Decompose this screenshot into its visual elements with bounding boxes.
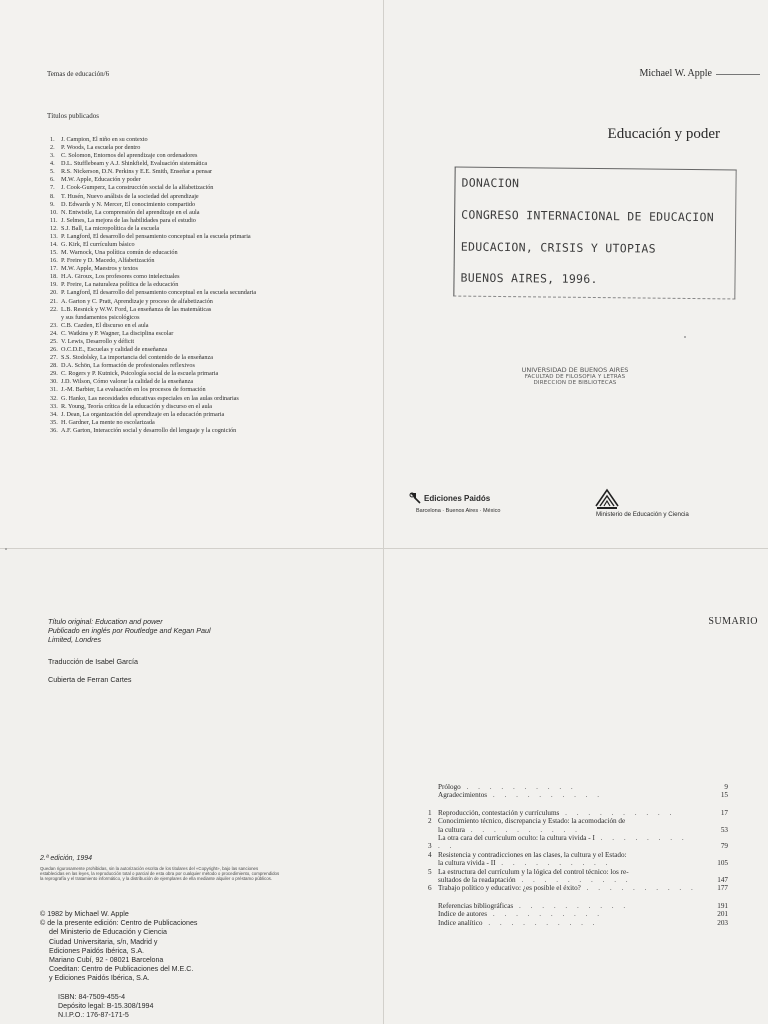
toc-label: La estructura del currículum y la lógica del control técnico: los re- [438,867,629,876]
title-list-item [50,233,256,241]
title-number: 27. [50,354,58,362]
published-titles-list [50,136,256,435]
toc-label: Agradecimientos [438,791,488,800]
title-number: 7. [50,184,55,192]
title-list-item [50,257,256,265]
toc-label: la cultura [438,825,465,834]
title-list-item [50,427,256,435]
toc-row [428,868,728,876]
toc-page: 147 [717,876,728,885]
toc-label: Resistencia y contradicciones en las clases, la cultura y el Estado: [438,850,627,859]
title-text: A. Garton y C. Pratt, Aprendizaje y proceso de alfabetización [61,297,213,305]
title-number: 25. [50,337,58,345]
title-number: 26. [50,346,58,354]
title-number: 36. [50,426,58,434]
title-list-item [50,241,256,249]
page-divider-vertical [383,0,384,1024]
title-number: 13. [50,232,58,240]
toc-label: La otra cara del currículum oculto: la cultura vivida - I [438,834,595,843]
title-number: 16. [50,257,58,265]
title-number: 15. [50,249,58,257]
title-text: V. Lewis, Desarrollo y déficit [61,337,135,345]
title-list-item [50,314,256,322]
title-list-item [50,249,256,257]
copyright-line: © de la presente edición: Centro de Publicaciones [40,919,198,928]
toc-row [428,817,728,825]
copyright-line: del Ministerio de Educación y Ciencia [49,928,167,937]
toc-row [428,783,728,791]
title-text: J.D. Wilson, Cómo valorar la calidad de la enseñanza [61,378,194,386]
toc-leader: . . . . . . . . . . [487,791,604,800]
title-text: R. Young, Teoría crítica de la educación y discurso en el aula [61,402,212,410]
title-text: J. Campion, El niño en su contexto [61,136,148,143]
toc-leader: . . . . . . . . . . [487,910,604,919]
toc-label: sultados de la readaptación [438,876,516,885]
title-text: G. Hanko, Las necesidades educativas especiales en las aulas ordinarias [61,394,239,402]
toc-row [428,910,728,918]
title-text: O.C.D.E., Escuelas y calidad de enseñanza [61,346,168,354]
title-text: G. Kirk, El currículum básico [61,241,135,249]
title-list-item [50,273,256,281]
title-text: M. Warnock, Una política común de educación [61,249,178,257]
credit-line: Título original: Education and power [48,617,163,626]
title-number: 21. [50,297,58,305]
title-list-item [50,411,256,419]
toc-row [428,902,728,910]
title-text: C. Solomon, Entornos del aprendizaje con ordenadores [61,152,198,160]
toc-label: Conocimiento técnico, discrepancia y Estado: la acomodación de [438,817,626,826]
title-list-item [50,168,256,176]
copyright-line: Mariano Cubí, 92 - 08021 Barcelona [49,956,164,965]
title-list-item [50,386,256,394]
title-text: y sus fundamentos psicológicos [61,313,140,321]
title-number: 18. [50,273,58,281]
toc-page: 53 [720,825,728,834]
toc-page: 79 [720,842,728,851]
stamp-line: CONGRESO INTERNACIONAL DE EDUCACION [461,207,715,225]
title-number: 23. [50,321,58,329]
title-number: 17. [50,265,58,273]
page-divider-horizontal [0,548,768,549]
title-text: P. Langford, El desarrollo del pensamiento conceptual en la escuela primaria [61,232,251,240]
toc-page: 15 [720,791,728,800]
scan-mark [684,336,686,338]
title-text: P. Langford, El desarrollo del pensamiento conceptual en la escuela secundaria [61,289,257,297]
title-text: D. Edwards y N. Mercer, El conocimiento compartido [61,200,196,208]
title-number: 1. [50,136,55,143]
ministry-name: Ministerio de Educación y Ciencia [596,511,689,518]
stamp-line: BUENOS AIRES, 1996. [460,270,598,287]
title-text: N. Entwistle, La comprensión del aprendizaje en el aula [61,208,200,216]
title-text: H.A. Giroux, Los profesores como intelectuales [61,273,180,281]
toc-row [428,876,728,884]
toc-number: 1 [428,808,432,817]
title-list-item [50,354,256,362]
title-text: J. Dean, La organización del aprendizaje en la educación primaria [61,410,225,418]
title-list-item [50,144,256,152]
donation-stamp [453,167,736,300]
toc-leader: . . . . . . . . . . [482,918,599,927]
toc-page: 17 [720,808,728,817]
title-list-item [50,403,256,411]
copyright-line: Ediciones Paidós Ibérica, S.A. [49,946,145,955]
author-name: Michael W. Apple [639,68,712,79]
title-list-item [50,346,256,354]
title-text: M.W. Apple, Maestros y textos [61,265,138,273]
title-number: 32. [50,394,58,402]
title-number: 29. [50,370,58,378]
author-rule [716,74,760,75]
copyright-line: © 1982 by Michael W. Apple [40,910,129,918]
title-number: 6. [50,176,55,184]
library-stamp-line: FACULTAD DE FILOSOFIA Y LETRAS [524,374,626,380]
toc-label: Indice de autores [438,910,488,919]
stamp-line: DONACION [461,175,520,191]
title-text: L.B. Resnick y W.W. Ford, La enseñanza de las matemáticas [61,305,212,313]
toc-leader: . . . . . . . . . . [515,876,632,885]
title-list-item [50,201,256,209]
title-list-item [50,298,256,306]
isbn-line: N.I.P.O.: 176-87-171-5 [58,1011,129,1020]
series-name: Temas de educación/6 [47,70,110,78]
scan-mark [5,548,7,550]
edition-note: 2.ª edición, 1994 [40,855,93,862]
title-text: D.L. Stufflebeam y A.J. Shinkfield, Evaluación sistemática [61,160,208,168]
title-list-item [50,395,256,403]
translation-credit: Traducción de Isabel García [48,657,139,666]
title-text: R.S. Nickerson, D.N. Perkins y E.E. Smith, Enseñar a pensar [61,168,213,176]
title-text: P. Woods, La escuela por dentro [61,144,141,152]
title-number: 34. [50,410,58,418]
title-text: P. Freire, La naturaleza política de la educación [61,281,179,289]
title-list-item [50,362,256,370]
isbn-line: ISBN: 84-7509-455-4 [58,993,126,1001]
ministry-logo-icon [594,488,620,510]
title-text: H. Gardner, La mente no escolarizada [61,418,155,426]
title-number: 35. [50,418,58,426]
toc-row [428,826,728,834]
title-number: 12. [50,224,58,232]
toc-number: 3 [428,842,432,851]
legal-notice: Quedan rigurosamente prohibidas, sin la autorización escrita de los titulares del «Copyright», bajo las sanciones establecidas en las leyes, la reproducción total o parcial de esta obra por cualquier método o procedimiento, comprendidos la reprografía y el tratamiento informático, y la distribución de ejemplares de ella mediante alquiler o préstamo públicos. [40,866,280,882]
library-stamp-line: UNIVERSIDAD DE BUENOS AIRES [521,366,629,374]
title-number: 8. [50,192,55,200]
title-number: 33. [50,402,58,410]
title-text: C. Rogers y P. Kutnick, Psicología social de la escuela primaria [61,370,219,378]
title-number: 10. [50,208,58,216]
title-text: T. Husén, Nuevo análisis de la sociedad del aprendizaje [61,192,199,200]
toc-page: 9 [724,783,728,791]
copyright-line: Ciudad Universitaria, s/n, Madrid y [49,937,158,946]
stamp-line: EDUCACION, CRISIS Y UTOPIAS [460,239,656,256]
title-number: 24. [50,329,58,337]
toc-label: Trabajo político y educativo: ¿es posible el éxito? [438,884,581,893]
toc-page: 201 [717,910,728,919]
original-title-credits [48,617,211,644]
toc-number: 4 [428,850,432,859]
toc-number: 5 [428,867,432,876]
toc-label: Reproducción, contestación y currículums [438,808,560,817]
toc-leader: . . . . . . . . . . [559,808,676,817]
title-text: J. Cook-Gumperz, La construcción social de la alfabetización [61,184,214,192]
toc-row [428,791,728,799]
toc-leader: . . . . . . . . . . [495,859,612,868]
title-list-item [50,225,256,233]
toc-leader: . . . . . . . . . . [580,884,697,893]
title-list-item [50,184,256,192]
title-list-item [50,152,256,160]
title-number [50,314,61,322]
title-number: 19. [50,281,58,289]
copyright-line: y Ediciones Paidós Ibérica, S.A. [49,974,150,983]
title-number: 3. [50,152,55,160]
title-text: S.J. Ball, La micropolítica de la escuela [61,224,160,232]
toc-page: 105 [717,859,728,868]
title-list-item [50,217,256,225]
page-top-left [0,0,384,548]
title-text: J. Selmes, La mejora de las habilidades para el estudio [61,216,196,224]
table-of-contents [428,783,728,927]
toc-row [428,919,728,927]
toc-label: Prólogo [438,783,461,791]
publisher-name: Ediciones Paidós [424,494,491,503]
isbn-block [58,993,153,1021]
toc-page: 191 [717,901,728,910]
toc-leader: . . . . . . . . . . [464,825,581,834]
title-number: 9. [50,200,55,208]
toc-row [428,884,728,892]
title-list-item [50,209,256,217]
title-text: D.A. Schön, La formación de profesionales reflexivos [61,362,195,370]
title-list-item [50,193,256,201]
title-list-item [50,281,256,289]
title-list-item [50,419,256,427]
isbn-line: Depósito legal: B-15.308/1994 [58,1002,154,1011]
title-list-item [50,338,256,346]
title-list-item [50,378,256,386]
title-text: P. Freire y D. Macedo, Alfabetización [61,257,155,265]
title-text: A.F. Garton, Interacción social y desarrollo del lenguaje y la cognición [61,426,237,434]
copyright-line: Coeditan: Centro de Publicaciones del M.E.C. [49,965,194,974]
title-text: M.W. Apple, Educación y poder [61,176,141,184]
title-number: 4. [50,160,55,168]
paidos-logo-icon [408,491,422,505]
title-list-item [50,322,256,330]
toc-number: 2 [428,817,432,826]
toc-page: 177 [717,884,728,893]
toc-row [428,851,728,859]
toc-label: Referencias bibliográficas [438,901,514,910]
title-text: C. Watkins y P. Wagner, La disciplina escolar [61,329,174,337]
toc-leader: . . . . . . . . . . [513,901,630,910]
title-number: 30. [50,378,58,386]
cover-credit: Cubierta de Ferran Cartes [48,675,132,684]
title-text: C.B. Cazden, El discurso en el aula [61,321,149,329]
title-number: 22. [50,305,58,313]
title-list-item [50,265,256,273]
toc-leader: . . . . . . . . . . [438,834,688,851]
title-list-item [50,330,256,338]
contents-heading: SUMARIO [708,616,758,627]
title-number: 28. [50,362,58,370]
title-list-item [50,370,256,378]
toc-leader: . . . . . . . . . . [460,783,577,791]
toc-row [428,834,728,851]
toc-row [428,809,728,817]
publisher-cities: Barcelona · Buenos Aires · México [416,508,501,514]
toc-number: 6 [428,884,432,893]
copyright-block [40,910,197,984]
title-number: 11. [50,216,58,224]
credit-line: Limited, Londres [48,635,102,644]
title-number: 5. [50,168,55,176]
title-text: S.S. Stodolsky, La importancia del contenido de la enseñanza [61,354,214,362]
title-list-item [50,136,256,144]
title-list-item [50,289,256,297]
title-number: 31. [50,386,58,394]
toc-page: 203 [717,918,728,927]
library-stamp-line: DIRECCION DE BIBLIOTECAS [533,380,617,386]
title-text: J.-M. Barbier, La evaluación en los procesos de formación [61,386,206,394]
credit-line: Publicado en inglés por Routledge and Kegan Paul [48,626,211,635]
library-stamp [490,366,660,386]
toc-label: la cultura vivida - II [438,859,496,868]
toc-row [428,859,728,867]
title-list-item [50,176,256,184]
published-heading: Títulos publicados [47,112,99,120]
title-number: 2. [50,144,55,152]
book-title: Educación y poder [607,126,720,142]
title-number: 20. [50,289,58,297]
title-list-item [50,306,256,314]
toc-label: Indice analítico [438,918,483,927]
title-number: 14. [50,241,58,249]
title-list-item [50,160,256,168]
